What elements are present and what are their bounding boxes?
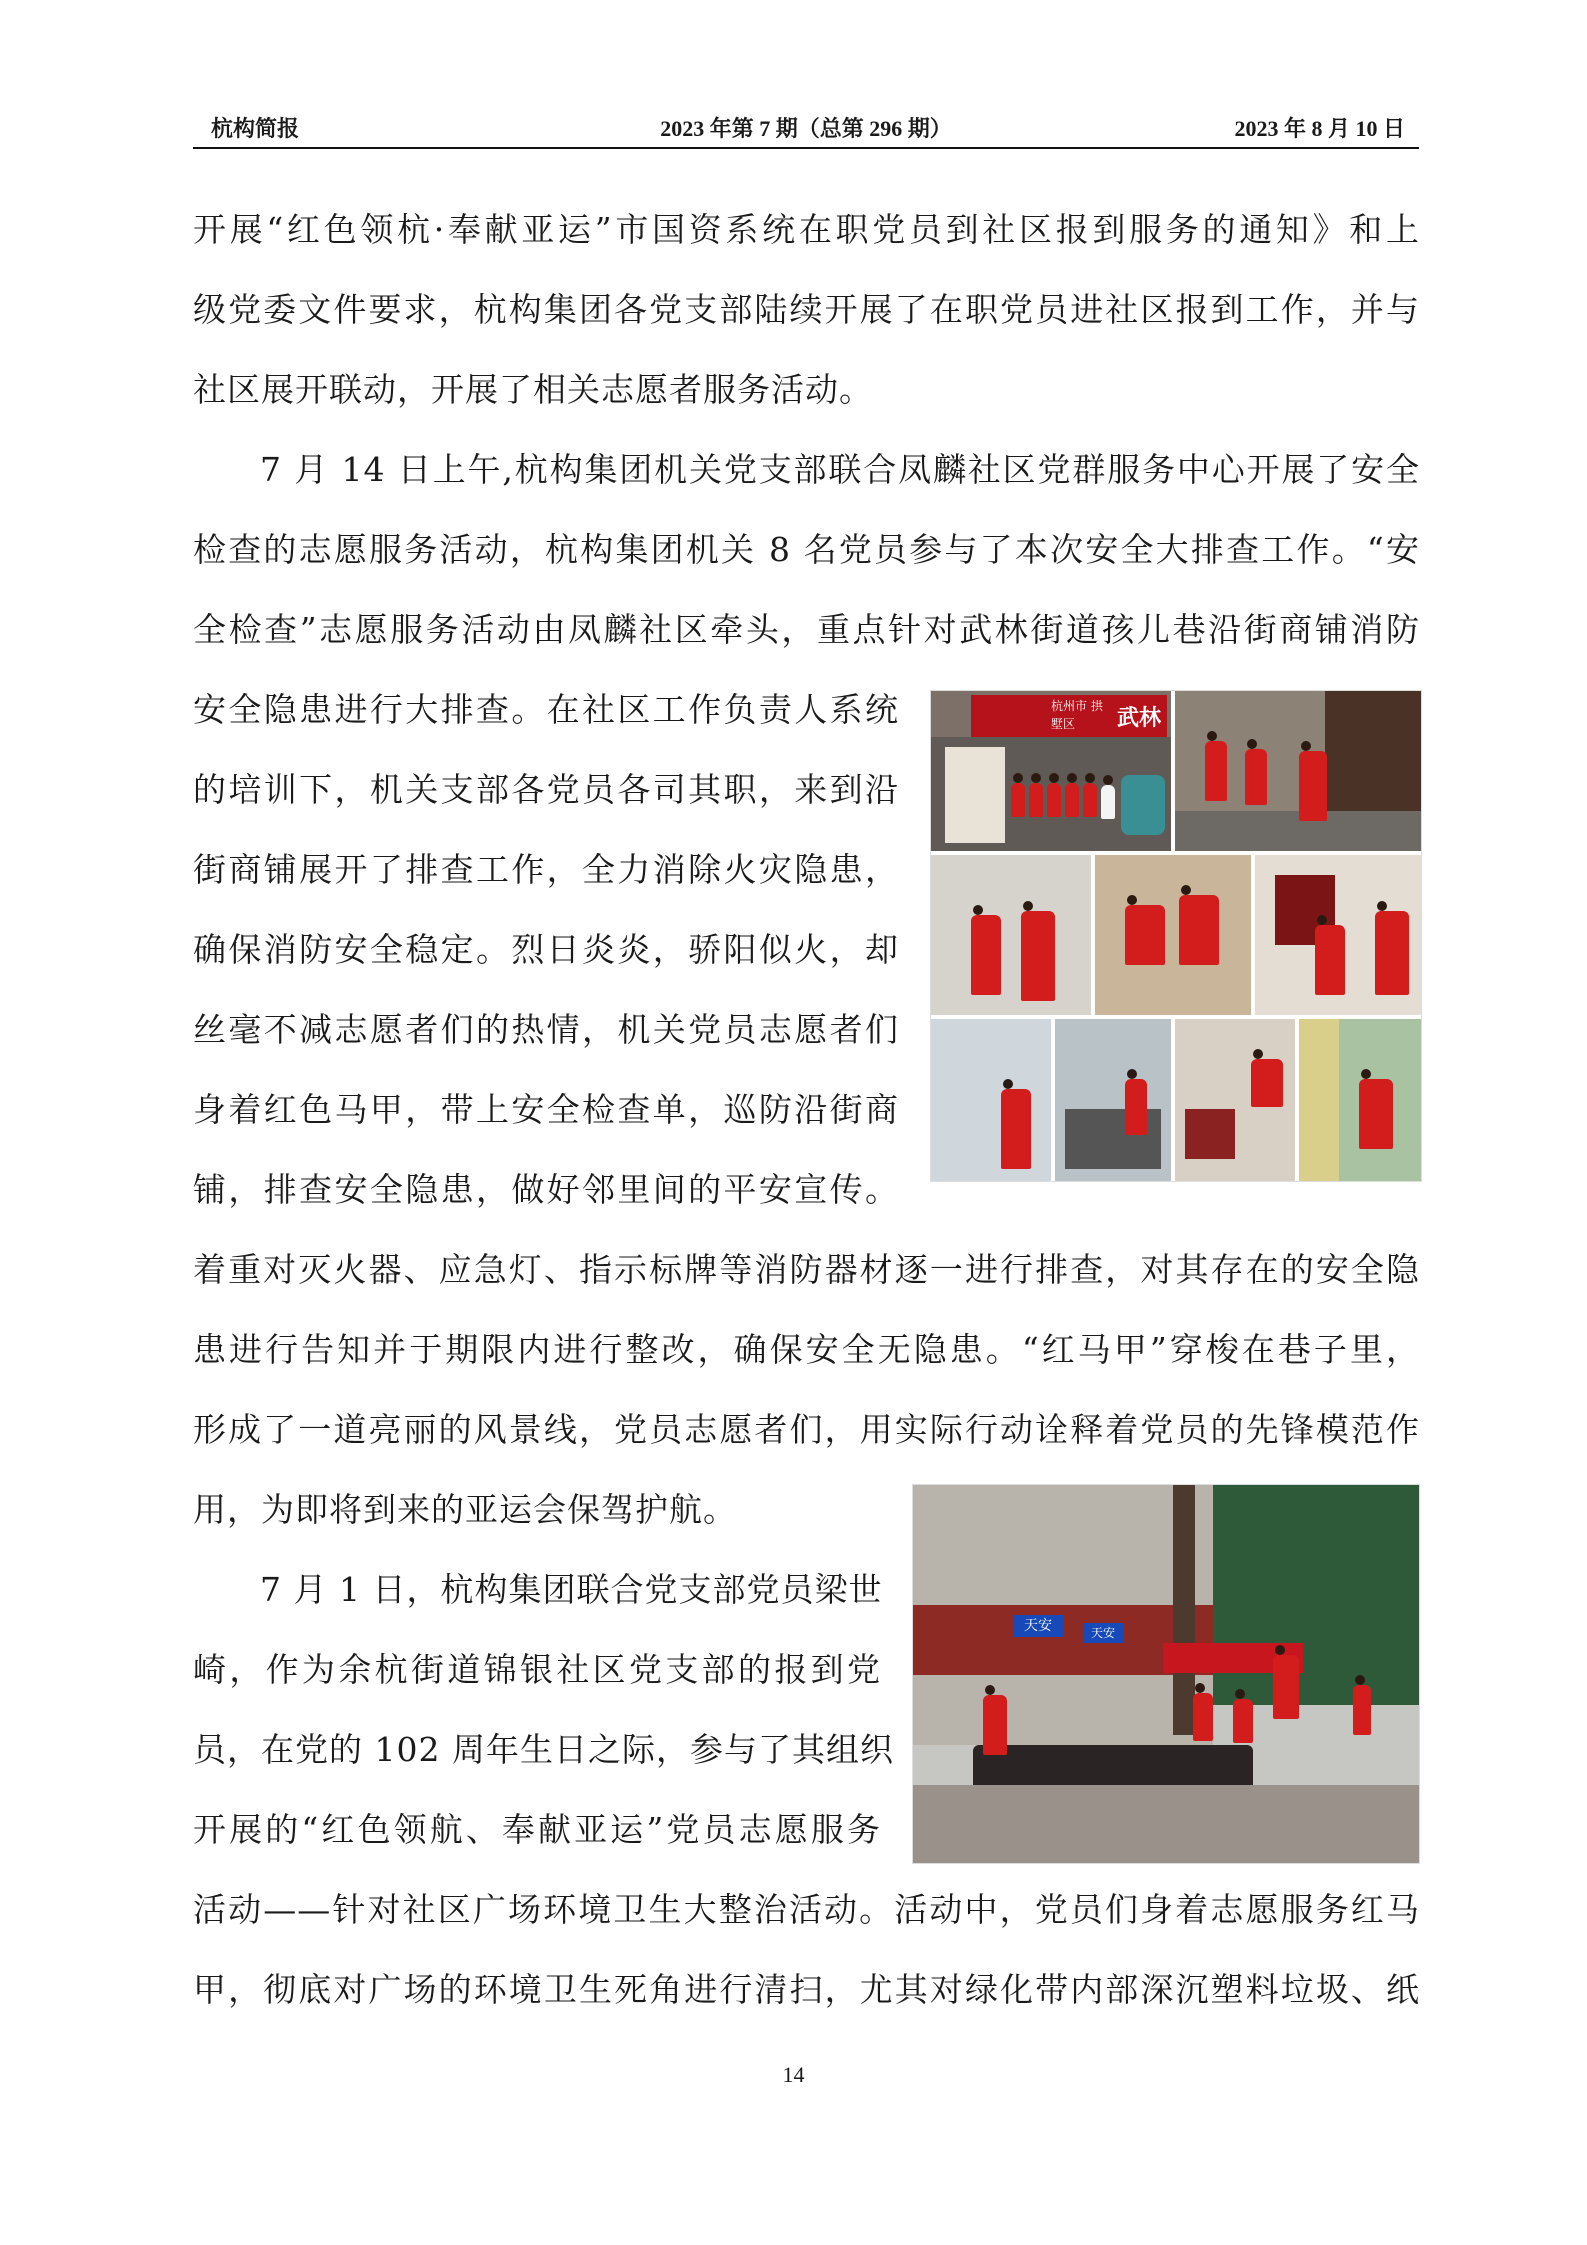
sign-text-left: 杭州市 拱墅区 <box>1051 699 1103 731</box>
page-number: 14 <box>782 2062 805 2087</box>
photo-tile-shop-3 <box>1255 855 1421 1015</box>
photo-tile-shop-2 <box>1095 855 1251 1015</box>
photo-tile-group <box>931 691 1171 851</box>
body-line: 铺，排查安全隐患，做好邻里间的平安宣传。 <box>193 1170 899 1209</box>
body-line: 甲，彻底对广场的环境卫生死角进行清扫，尤其对绿化带内部深沉塑料垃圾、纸 <box>193 1970 1420 2009</box>
body-line: 的培训下，机关支部各党员各司其职，来到沿 <box>193 770 899 809</box>
body-line: 崎，作为余杭街道锦银社区党支部的报到党 <box>193 1650 881 1689</box>
body-line: 级党委文件要求，杭构集团各党支部陆续开展了在职党员进社区报到工作，并与 <box>193 290 1420 329</box>
body-line: 全检查”志愿服务活动由凤麟社区牵头，重点针对武林街道孩儿巷沿街商铺消防 <box>193 610 1420 649</box>
page-header <box>193 112 1419 146</box>
plaza-cleanup-photo <box>912 1484 1420 1864</box>
photo-tile-storage <box>1175 1019 1295 1181</box>
photo-tile-market <box>1299 1019 1421 1181</box>
body-line: 检查的志愿服务活动，杭构集团机关 8 名党员参与了本次安全大排查工作。“安 <box>193 530 1420 569</box>
shop-sign-1: 天安 <box>1013 1615 1063 1637</box>
photo-tile-shop-1 <box>931 855 1091 1015</box>
header-date: 2023 年 8 月 10 日 <box>1234 116 1405 141</box>
body-line: 身着红色马甲，带上安全检查单，巡防沿街商 <box>193 1090 899 1129</box>
shop-sign-2: 天安 <box>1083 1623 1123 1643</box>
body-line: 7 月 14 日上午,杭构集团机关党支部联合凤麟社区党群服务中心开展了安全 <box>260 450 1420 489</box>
photo-tile-store <box>1055 1019 1171 1181</box>
body-line: 患进行告知并于期限内进行整改，确保安全无隐患。“红马甲”穿梭在巷子里， <box>193 1330 1420 1369</box>
body-line: 安全隐患进行大排查。在社区工作负责人系统 <box>193 690 899 729</box>
body-line: 社区展开联动，开展了相关志愿者服务活动。 <box>193 370 873 409</box>
sign-text-right: 武林 <box>1117 706 1162 731</box>
body-line: 开展的“红色领航、奉献亚运”党员志愿服务 <box>193 1810 881 1849</box>
body-line: 开展“红色领杭·奉献亚运”市国资系统在职党员到社区报到服务的通知》和上 <box>193 210 1420 249</box>
header-rule <box>193 147 1419 149</box>
body-line: 员，在党的 102 周年生日之际，参与了其组织 <box>193 1730 894 1769</box>
photo-tile-counter <box>931 1019 1051 1181</box>
volunteer-safety-check-photo-collage <box>930 690 1422 1182</box>
body-line: 确保消防安全稳定。烈日炎炎，骄阳似火，却 <box>193 930 899 969</box>
body-line: 7 月 1 日，杭构集团联合党支部党员梁世 <box>260 1570 883 1609</box>
photo-tile-alley <box>1175 691 1421 851</box>
body-line: 街商铺展开了排查工作，全力消除火灾隐患， <box>193 850 899 889</box>
body-line: 用，为即将到来的亚运会保驾护航。 <box>193 1490 737 1529</box>
body-line: 活动——针对社区广场环境卫生大整治活动。活动中，党员们身着志愿服务红马 <box>193 1890 1420 1929</box>
header-publication: 杭构简报 <box>211 116 300 141</box>
body-line: 着重对灭火器、应急灯、指示标牌等消防器材逐一进行排查，对其存在的安全隐 <box>193 1250 1420 1289</box>
body-line: 形成了一道亮丽的风景线，党员志愿者们，用实际行动诠释着党员的先锋模范作 <box>193 1410 1420 1449</box>
header-issue: 2023 年第 7 期（总第 296 期） <box>660 116 952 141</box>
body-line: 丝毫不减志愿者们的热情，机关党员志愿者们 <box>193 1010 899 1049</box>
